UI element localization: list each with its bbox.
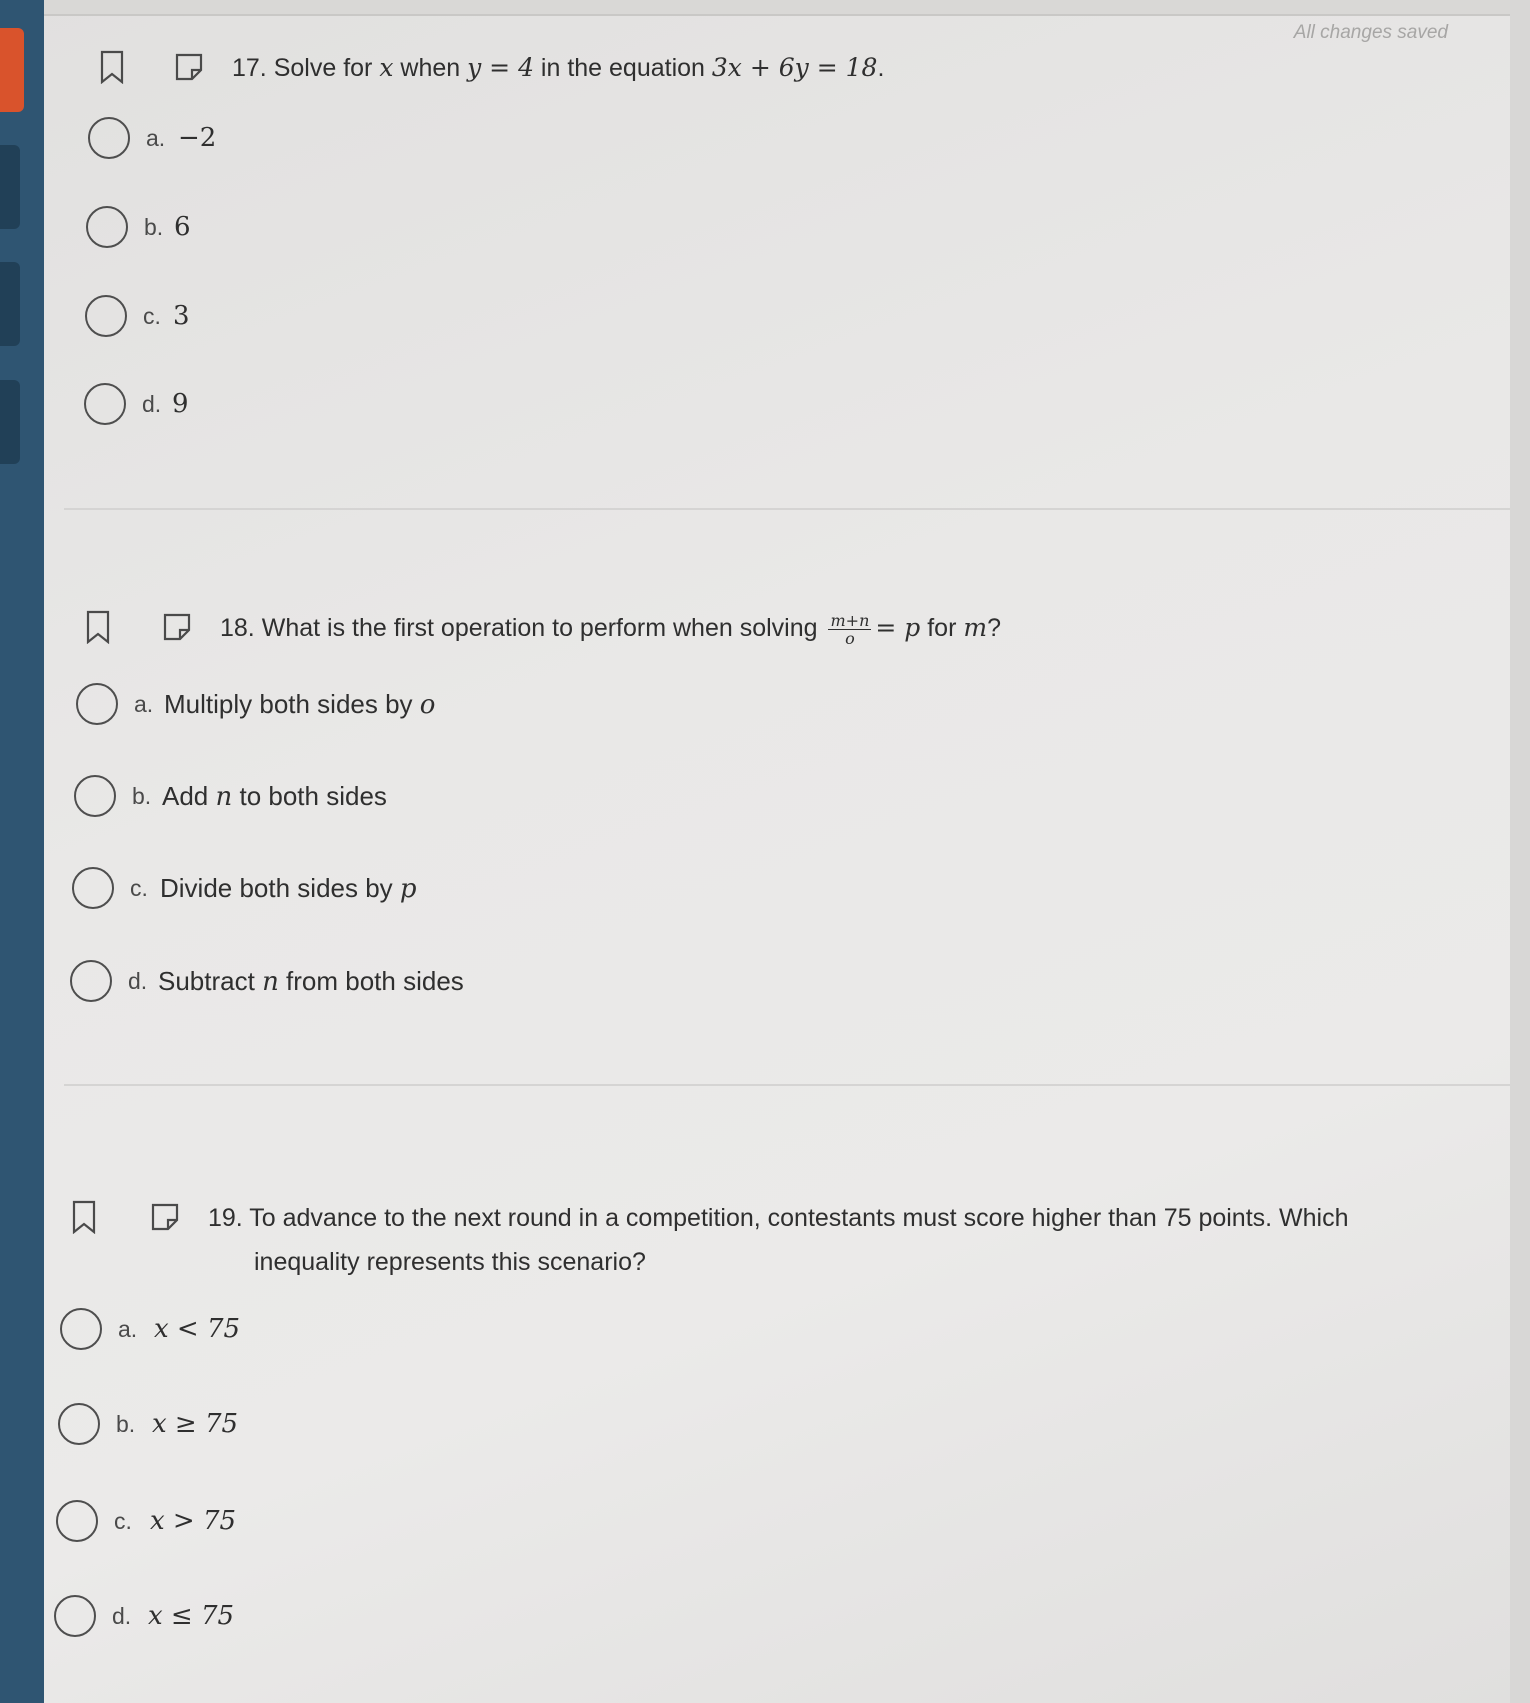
question-header <box>44 606 1510 652</box>
sidebar-tab[interactable] <box>0 262 20 346</box>
choice-17-a[interactable]: a. −2 <box>88 108 488 168</box>
sidebar-tab[interactable] <box>0 380 20 464</box>
radio-button[interactable] <box>84 383 126 425</box>
choice-18-a[interactable]: a. Multiply both sides by o <box>76 674 676 734</box>
note-icon[interactable] <box>174 52 204 82</box>
radio-button[interactable] <box>60 1308 102 1350</box>
choice-18-c[interactable]: c. Divide both sides by p <box>72 858 672 918</box>
radio-button[interactable] <box>88 117 130 159</box>
question-number: 18. <box>220 614 255 642</box>
choice-19-d[interactable]: d. x ≤ 75 <box>54 1586 454 1646</box>
radio-button[interactable] <box>56 1500 98 1542</box>
question-text: 17. Solve for x when y = 4 in the equation 3x + 6y = 18. <box>232 53 885 82</box>
save-status: All changes saved <box>1293 22 1448 43</box>
question-header <box>44 46 1510 92</box>
radio-button[interactable] <box>74 775 116 817</box>
choice-19-c[interactable]: c. x > 75 <box>56 1491 456 1551</box>
fraction: $\frac{m+n}{o}$ <box>830 610 870 648</box>
question-list <box>44 16 1510 1703</box>
sidebar-tab-active[interactable] <box>0 28 24 112</box>
choice-19-b[interactable]: b. x ≥ 75 <box>58 1394 458 1454</box>
question-header <box>44 1196 1510 1276</box>
radio-button[interactable] <box>76 683 118 725</box>
radio-button[interactable] <box>72 867 114 909</box>
note-icon[interactable] <box>162 612 192 642</box>
question-number: 17. <box>232 54 267 82</box>
bookmark-icon[interactable] <box>100 50 124 84</box>
left-sidebar <box>0 0 44 1703</box>
note-icon[interactable] <box>150 1202 180 1232</box>
question-18 <box>44 606 1510 652</box>
bookmark-icon[interactable] <box>72 1200 96 1234</box>
bookmark-icon[interactable] <box>86 610 110 644</box>
question-19 <box>44 1196 1510 1276</box>
choice-19-a[interactable]: a. x < 75 <box>60 1299 460 1359</box>
choice-18-d[interactable]: d. Subtract n from both sides <box>70 951 670 1011</box>
question-divider <box>64 508 1510 510</box>
choice-18-b[interactable]: b. Add n to both sides <box>74 766 674 826</box>
radio-button[interactable] <box>54 1595 96 1637</box>
choice-17-c[interactable]: c. 3 <box>85 286 485 346</box>
question-text-line-2: inequality represents this scenario? <box>254 1248 646 1276</box>
radio-button[interactable] <box>58 1403 100 1445</box>
top-bar <box>44 0 1510 16</box>
question-17 <box>44 46 1510 92</box>
right-scrollbar[interactable] <box>1510 0 1530 1703</box>
question-text: 19. To advance to the next round in a competition, contestants must score higher than 75 points. Which <box>208 1204 1349 1232</box>
choice-17-d[interactable]: d. 9 <box>84 374 484 434</box>
question-text: 18. What is the first operation to perform when solving $\frac{m+n}{o}$ = p for m? <box>220 610 1001 648</box>
radio-button[interactable] <box>86 206 128 248</box>
sidebar-tab[interactable] <box>0 145 20 229</box>
choice-17-b[interactable]: b. 6 <box>86 197 486 257</box>
question-divider <box>64 1084 1510 1086</box>
question-number: 19. <box>208 1204 243 1232</box>
radio-button[interactable] <box>85 295 127 337</box>
radio-button[interactable] <box>70 960 112 1002</box>
